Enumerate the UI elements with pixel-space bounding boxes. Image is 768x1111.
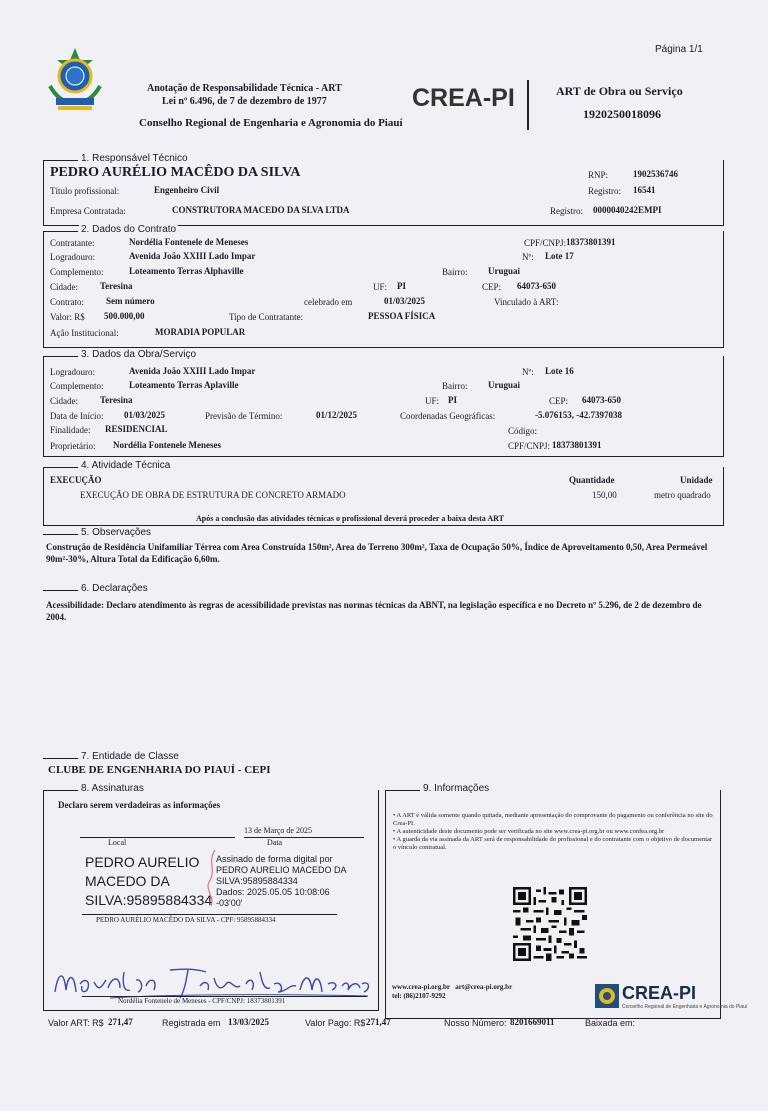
atividade-tipo: EXECUÇÃO (50, 475, 102, 485)
contrato-cep: 64073-650 (517, 281, 556, 291)
obra-finalidade: RESIDENCIAL (105, 424, 168, 434)
obra-complemento: Loteamento Terras Aplaville (129, 380, 239, 390)
contact-info (392, 983, 512, 1001)
obra-uf: PI (448, 395, 457, 405)
proprietario-cpf: 18373801391 (552, 440, 602, 450)
professional-name: PEDRO AURÉLIO MACÊDO DA SILVA (50, 165, 301, 180)
obra-numero: Lote 16 (545, 366, 574, 376)
contrato-bairro: Uruguai (488, 266, 521, 276)
obra-logradouro: Avenida João XXIII Lado Impar (129, 366, 256, 376)
contratante-signature-line: Nordélia Fontenele de Meneses - CPF/CNPJ: 18373801391 (118, 997, 286, 1005)
telefone: tel: (86)2107-9292 (392, 992, 446, 1000)
atividade-descricao: EXECUÇÃO DE OBRA DE ESTRUTURA DE CONCRETO ARMADO (80, 490, 346, 500)
section-6-title: 6. Declarações (81, 583, 148, 594)
digital-signature-name: PEDRO AURELIO MACEDO DA SILVA:95895884334 (85, 854, 213, 908)
section-9-title: 9. Informações (423, 783, 490, 794)
baixa-notice: Após a conclusão das atividades técnicas o profissional deverá proceder a baixa desta ART (196, 514, 504, 523)
crea-pi-logo-subtitle: Conselho Regional de Engenharia e Agronomia do Piauí (622, 1004, 748, 1010)
crea-pi-logo: CREA-PI (622, 983, 697, 1003)
art-number: 1920250018096 (583, 107, 661, 121)
assinatura-data: 13 de Março de 2025 (244, 826, 312, 835)
obra-cep: 64073-650 (582, 395, 621, 405)
acao-institucional: MORADIA POPULAR (155, 327, 246, 337)
obra-proprietario: Nordélia Fontenele Meneses (113, 440, 221, 450)
contratante-cpf: 18373801391 (566, 237, 616, 247)
contrato-valor: 500.000,00 (104, 311, 145, 321)
local-label: Local (108, 838, 127, 847)
declaro-text: Declaro serem verdadeiras as informações (58, 800, 221, 810)
contrato-logradouro: Avenida João XXIII Lado Impar (129, 251, 256, 261)
nosso-numero: 8201669011 (510, 1017, 555, 1027)
qr-code-icon[interactable] (513, 887, 587, 961)
informacoes-list: • A ART é válida somente quando quitada, mediante apresentação do comprovante do pagamento ou conferência no site do Crea-PI. • A autenticidade deste documento pode ser verificada no site www.crea-pi.org.br ou www.confea.org.br • A guarda da via assinada da ART será de responsabilidade do profissional e do contratante com o objetivo de documentar o vínculo contratual. (393, 812, 713, 851)
atividade-quantidade: 150,00 (592, 490, 617, 500)
obra-coordenadas: -5.076153, -42.7397038 (535, 410, 622, 420)
contrato-complemento: Loteamento Terras Alphaville (129, 266, 244, 276)
contrato-uf: PI (397, 281, 406, 291)
data-registro: 13/03/2025 (228, 1017, 270, 1027)
valor-art: 271,47 (108, 1017, 133, 1027)
quantidade-header: Quantidade (569, 475, 615, 485)
contratante-value: Nordélia Fontenele de Meneses (129, 237, 249, 247)
crea-logo-text: CREA-PI (412, 84, 515, 112)
baixada-label: Baixada em: (585, 1018, 636, 1028)
responsavel-signature-line: PEDRO AURÉLIO MACÊDO DA SILVA - CPF: 95895884334 (96, 916, 276, 924)
law-reference: Lei nº 6.496, de 7 de dezembro de 1977 (162, 96, 327, 107)
art-document: Página 1/1 Anotação de Responsabilidade Técnica - ART Lei nº 6.496, de 7 de dezembro de 1977 Conselho Regional de Engenharia e Agronomia do Piauí CREA-PI ART de Obra ou Serviço 1920250018096 1. Responsável Técnico PEDRO AURÉLIO MACÊDO DA SILVA RNP: 1902536746 Título profissional: Engenheiro Civil Registro: 16541 Empresa Contratada: CONSTRUTORA MACEDO DA SLVA LTDA Registro: 0000040242EMPI 2. Dados do Contrato Contratante: Nordélia Fontenele de Meneses CPF/CNPJ: 18373801391 Logradouro: Avenida João XXIII Lado Impar Nº: Lote 17 Complemento: Loteamento Terras Alphaville Bairro: Uruguai Cidade: Teresina UF: PI CEP: 64073-650 Contrato: Sem número celebrado em 01/03/2025 Vinculado à ART: Valor: R$ 500.000,00 Tipo de Contratante: PESSOA FÍSICA Ação Institucional: MORADIA POPULAR 3. Dados da Obra/Serviço Logradouro: Avenida João XXIII Lado Impar Nº: Lote 16 Complemento: Loteamento Terras Aplaville Bairro: Uruguai Cidade: Teresina UF: PI CEP: 64073-650 Data de Início: 01/03/2025 Previsão de Término: 01/12/2025 Coordenadas Geográficas: -5.076153, -42.7397038 Finalidade: RESIDENCIAL Código: Proprietário: Nordélia Fontenele Meneses CPF/CNPJ: 18373801391 4. Atividade Técnica EXECUÇÃO Quantidade Unidade EXECUÇÃO DE OBRA DE ESTRUTURA DE CONCRETO ARMADO 150,00 metro quadrado Após a conclusão das atividades técnicas o profissional deverá proceder a baixa desta ART 5. Observações Construção de Residência Unifamiliar Térrea com Area Construída 150m², Area do Terreno 300m², Taxa de Ocupação 50%, Índice de Aproveitamento 0,50, Area Permeável 90m²-30%, Altura Total da Edificação 6,60m. 6. Declarações Acessibilidade: Declaro atendimento às regras de acessibilidade previstas nas normas técnicas da ABNT, na legislação específica e no Decreto nº 5.296, de 2 de dezembro de 2004. 7. Entidade de Classe CLUBE DE ENGENHARIA DO PIAUÍ - CEPI 8. Assinaturas Declaro serem verdadeiras as informações 13 de Março de 2025 Local Data PEDRO AURELIO MACEDO DA SILVA:95895884334 Assinado de forma digital por PEDRO AURELIO MACEDO DA SILVA:95895884334 Dados: 2025.05.05 10:08:06 -03'00' PEDRO AURÉLIO MACÊDO DA SILVA - CPF: 95895884334 Nordélia Fontenele de Meneses - CPF/CNPJ: 18373801391 9. Informações • A ART é válida somente quando quitada, mediante apresentação do comprovante do pagamento ou conferência no site do Crea-PI. • A autenticidade deste documento pode ser verificada no site www.crea-pi.org.br ou www.confea.org.br • A guarda da via assinada da ART será de responsabilidade do profissional e do contratante com o objetivo de documentar o vínculo contratual. www.crea-pi.org.br art@crea-pi.org.br tel: (86)2107-9292 CREA-PI Conselho Regional de Engenharia e Agronomia do Piauí Valor ART: R$ 271,47 Registrada em 13/03/2025 Valor Pago: R$ 271,47 Nosso Número: 8201669011 Baixada em: (0, 0, 768, 1111)
council-name: Conselho Regional de Engenharia e Agronomia do Piauí (139, 117, 403, 129)
professional-title: Engenheiro Civil (154, 185, 220, 195)
declaracoes-text: Acessibilidade: Declaro atendimento às regras de acessibilidade previstas nas normas técnicas da ABNT, na legislação específica e no Decreto nº 5.296, de 2 de dezembro de 2004. (46, 600, 702, 622)
section-7-title: 7. Entidade de Classe (81, 751, 179, 762)
obra-inicio: 01/03/2025 (124, 410, 166, 420)
rnp-value: 1902536746 (633, 169, 678, 179)
header-divider (527, 80, 529, 130)
company-name: CONSTRUTORA MACEDO DA SLVA LTDA (172, 205, 350, 215)
art-type: ART de Obra ou Serviço (556, 84, 683, 98)
art-title: Anotação de Responsabilidade Técnica - ART (147, 83, 342, 94)
obra-cidade: Teresina (100, 395, 133, 405)
entidade-classe: CLUBE DE ENGENHARIA DO PIAUÍ - CEPI (48, 764, 271, 776)
registro-value: 16541 (633, 185, 656, 195)
section-3-title: 3. Dados da Obra/Serviço (81, 349, 197, 360)
section-8-title: 8. Assinaturas (81, 783, 144, 794)
obra-previsao: 01/12/2025 (316, 410, 358, 420)
unidade-header: Unidade (680, 475, 713, 485)
company-registro: 0000040242EMPI (593, 205, 662, 215)
section-2-title: 2. Dados do Contrato (81, 224, 177, 235)
contratante-tipo: PESSOA FÍSICA (368, 311, 436, 321)
obra-bairro: Uruguai (488, 380, 521, 390)
brazil-coat-of-arms-icon (44, 46, 106, 112)
site-link[interactable]: www.crea-pi.org.br (392, 983, 450, 991)
crea-seal-icon (595, 984, 619, 1008)
digital-signature-details: Assinado de forma digital por PEDRO AURELIO MACEDO DA SILVA:95895884334 Dados: 2025.05.05 10:08:06 -03'00' (216, 854, 347, 908)
data-label: Data (267, 838, 283, 847)
atividade-unidade: metro quadrado (654, 490, 711, 500)
page-number: Página 1/1 (655, 44, 703, 55)
contrato-celebrado: 01/03/2025 (384, 296, 426, 306)
acessibilidade-label: Acessibilidade: (46, 600, 105, 610)
section-1-title: 1. Responsável Técnico (81, 153, 188, 164)
contrato-numero-doc: Sem número (106, 296, 155, 306)
contrato-numero: Lote 17 (545, 251, 574, 261)
section-4-title: 4. Atividade Técnica (81, 460, 171, 471)
section-5-title: 5. Observações (81, 527, 152, 538)
contrato-cidade: Teresina (100, 281, 133, 291)
observacoes-text: Construção de Residência Unifamiliar Térrea com Area Construída 150m², Area do Terreno 300m², Taxa de Ocupação 50%, Índice de Aproveitamento 0,50, Area Permeável 90m²-30%, Altura Total da Edificação 6,60m. (46, 542, 708, 564)
valor-pago: 271,47 (366, 1017, 391, 1027)
email-link[interactable]: art@crea-pi.org.br (455, 983, 513, 991)
